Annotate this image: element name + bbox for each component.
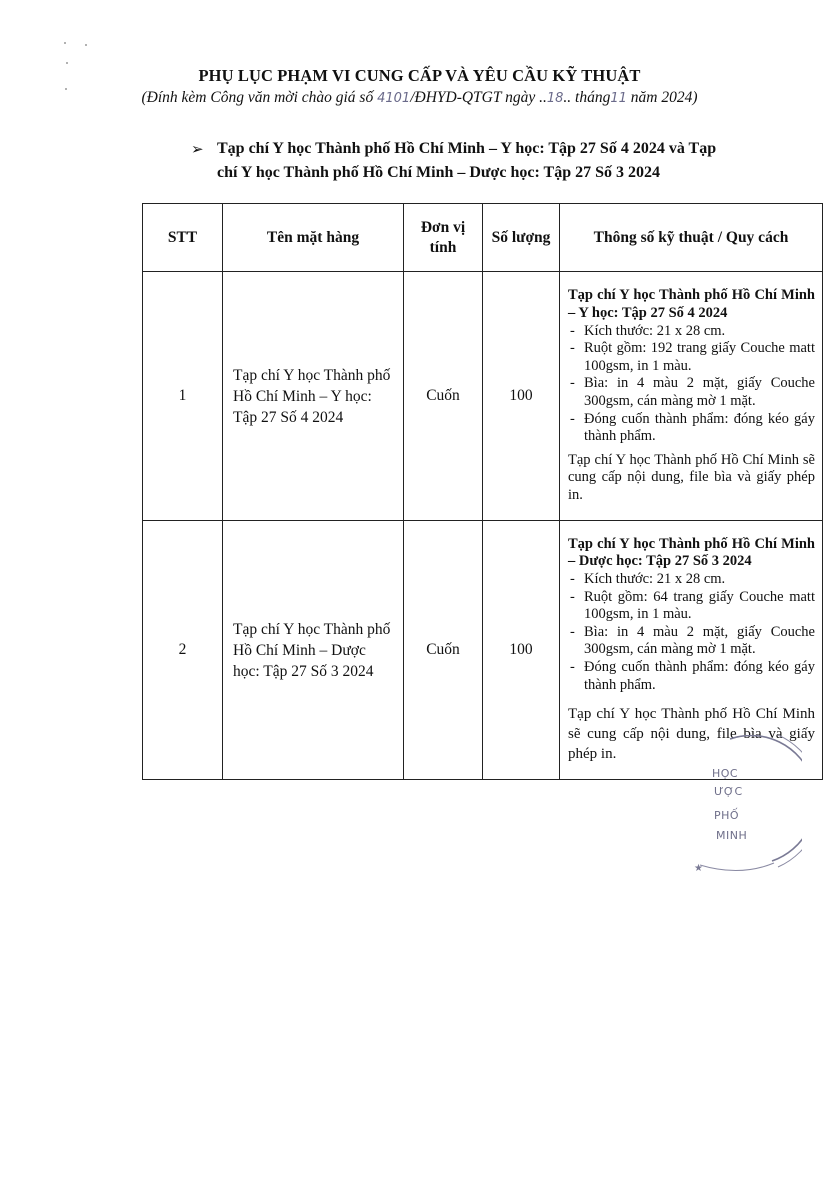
- table-header-row: [143, 204, 823, 272]
- subtitle-day-dots: ..: [539, 89, 547, 106]
- row-stt: 2: [143, 521, 223, 780]
- table-row: [143, 272, 823, 521]
- row-quantity: 100: [483, 521, 560, 780]
- stamp-text: MINH: [716, 829, 748, 842]
- row-quantity: 100: [483, 272, 560, 521]
- spec-item: - Đóng cuốn thành phẩm: đóng kéo gáy thành phẩm.: [568, 411, 815, 446]
- stamp-text: PHỐ: [714, 809, 740, 822]
- spec-item: - Ruột gồm: 64 trang giấy Couche matt 100gsm, in 1 màu.: [568, 589, 815, 624]
- subtitle-prefix: (Đính kèm Công văn mời chào giá số: [141, 89, 374, 106]
- spec-title: Tạp chí Y học Thành phố Hồ Chí Minh – Dược học: Tập 27 Số 3 2024: [568, 535, 815, 570]
- header-spec: Thông số kỹ thuật / Quy cách: [560, 204, 823, 272]
- subtitle-month-label: tháng: [575, 89, 611, 106]
- svg-text:★: ★: [694, 863, 703, 874]
- spec-item: - Kích thước: 21 x 28 cm.: [568, 323, 815, 341]
- header-unit: Đơn vị tính: [404, 204, 483, 272]
- spec-item: - Bìa: in 4 màu 2 mặt, giấy Couche 300gsm, cán màng mờ 1 mặt.: [568, 375, 815, 410]
- header-stt: STT: [143, 204, 223, 272]
- spec-note: Tạp chí Y học Thành phố Hồ Chí Minh sẽ cung cấp nội dung, file bìa và giấy phép in.: [568, 451, 815, 503]
- header-qty: Số lượng: [483, 204, 560, 272]
- document-subtitle: [0, 89, 839, 107]
- heading-line-1: Tạp chí Y học Thành phố Hồ Chí Minh – Y học: Tập 27 Số 4 2024 và Tạp: [217, 140, 717, 157]
- items-table: [142, 203, 823, 780]
- scan-speck: [85, 44, 87, 46]
- subtitle-number: 4101: [377, 91, 411, 106]
- heading-line-2: chí Y học Thành phố Hồ Chí Minh – Dược học: Tập 27 Số 3 2024: [217, 164, 660, 181]
- spec-list: [568, 571, 815, 694]
- row-stt: 1: [143, 272, 223, 521]
- row-unit: Cuốn: [404, 272, 483, 521]
- spec-title: Tạp chí Y học Thành phố Hồ Chí Minh – Y học: Tập 27 Số 4 2024: [568, 287, 815, 322]
- subtitle-mid: /ĐHYD-QTGT ngày: [410, 89, 536, 106]
- spec-item: - Bìa: in 4 màu 2 mặt, giấy Couche 300gsm, cán màng mờ 1 mặt.: [568, 624, 815, 659]
- header-name: Tên mặt hàng: [223, 204, 404, 272]
- stamp-text: ƯỢC: [714, 785, 743, 798]
- spec-item: - Kích thước: 21 x 28 cm.: [568, 571, 815, 589]
- spec-note: Tạp chí Y học Thành phố Hồ Chí Minh sẽ cung cấp nội dung, file bìa và giấy phép in.: [568, 706, 815, 763]
- official-stamp: [690, 735, 802, 875]
- spec-item: - Đóng cuốn thành phẩm: đóng kéo gáy thành phẩm.: [568, 659, 815, 694]
- stamp-seal-icon: [690, 735, 802, 875]
- spec-list: [568, 323, 815, 446]
- scan-speck: [64, 42, 66, 44]
- row-spec: [560, 272, 823, 521]
- arrow-bullet-icon: ➢: [191, 140, 204, 158]
- subtitle-month: 11: [610, 91, 627, 106]
- spec-item: - Ruột gồm: 192 trang giấy Couche matt 100gsm, in 1 màu.: [568, 340, 815, 375]
- document-title: PHỤ LỤC PHẠM VI CUNG CẤP VÀ YÊU CẦU KỸ THUẬT: [198, 66, 641, 85]
- stamp-text: HỌC: [712, 767, 739, 780]
- subtitle-day: 18: [546, 91, 564, 106]
- subtitle-dots: ..: [563, 89, 576, 106]
- row-unit: Cuốn: [404, 521, 483, 780]
- row-item-name: Tạp chí Y học Thành phố Hồ Chí Minh – Dược học: Tập 27 Số 3 2024: [223, 521, 404, 780]
- subtitle-suffix: năm 2024): [630, 89, 698, 106]
- row-item-name: Tạp chí Y học Thành phố Hồ Chí Minh – Y học: Tập 27 Số 4 2024: [223, 272, 404, 521]
- scan-speck: [66, 62, 68, 64]
